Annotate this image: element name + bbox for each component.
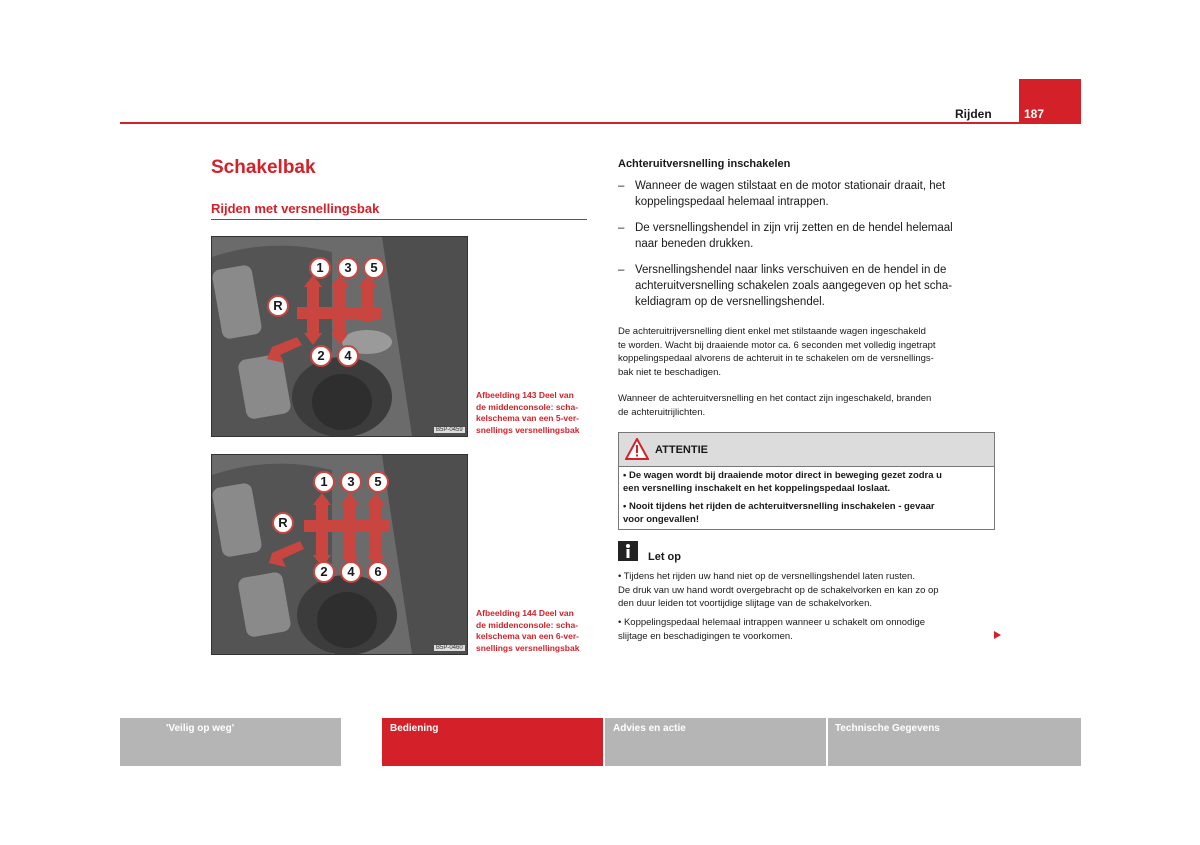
step-dash: – (618, 180, 625, 192)
caption-line: Afbeelding 143 Deel van (476, 390, 574, 400)
warning-line: • Nooit tijdens het rijden de achteruitversnelling inschakelen - gevaar (623, 501, 935, 512)
section-title: Rijden (955, 107, 992, 121)
figure-6-speed-shift-pattern (211, 454, 468, 655)
figure-5-speed-shift-pattern (211, 236, 468, 437)
step-line: achteruitversnelling schakelen zoals aangegeven op het scha- (635, 280, 953, 292)
header-rule (120, 122, 1020, 124)
gear-3-label: 3 (340, 471, 362, 493)
warning-title: ATTENTIE (655, 444, 708, 456)
continue-arrow-icon (994, 631, 1001, 639)
gear-4-label: 4 (340, 561, 362, 583)
paragraph-line: te worden. Wacht bij draaiende motor ca. 6 seconden met volledig ingetrapt (618, 339, 936, 351)
gear-6-label: 6 (367, 561, 389, 583)
note-line: • Tijdens het rijden uw hand niet op de versnellingshendel laten rusten. (618, 571, 915, 582)
figure-code: B5P-0460 (436, 645, 463, 651)
gear-2-label: 2 (310, 345, 332, 367)
note-line: De druk van uw hand wordt overgebracht op de schakelvorken en kan zo op (618, 584, 939, 596)
tab-technische-gegevens[interactable] (828, 718, 1081, 766)
note-line: • Koppelingspedaal helemaal intrappen wanneer u schakelt om onnodige (618, 617, 926, 628)
warning-line: een versnelling inschakelt en het koppelingspedaal loslaat. (623, 483, 891, 494)
warning-header (619, 433, 994, 467)
figure-caption (476, 390, 590, 436)
section-subtitle: Rijden met versnellingsbak (211, 201, 380, 216)
tab-advies-en-actie[interactable] (605, 718, 826, 766)
caption-line: kelschema van een 6-ver- (476, 631, 580, 641)
procedure-step (618, 178, 988, 210)
note-item (618, 616, 990, 643)
paragraph-line: bak niet te beschadigen. (618, 366, 721, 378)
tab-label: Technische Gegevens (835, 723, 940, 734)
caption-line: de middenconsole: scha- (476, 619, 579, 630)
procedure-step (618, 220, 988, 252)
step-line: naar beneden drukken. (635, 238, 754, 250)
procedure-heading: Achteruitversnelling inschakelen (618, 158, 791, 170)
warning-box (618, 432, 995, 530)
caption-line: Afbeelding 144 Deel van (476, 608, 574, 618)
step-line: Versnellingshendel naar links verschuiven en de hendel in de (635, 264, 947, 276)
body-paragraph (618, 392, 990, 419)
paragraph-line: de achteruitrijlichten. (618, 406, 706, 418)
gear-5-label: 5 (363, 257, 385, 279)
note-line: den duur leiden tot voortijdige slijtage van de schakelvorken. (618, 598, 873, 609)
note-title: Let op (648, 551, 681, 563)
caption-line: snellings versnellingsbak (476, 642, 580, 653)
gear-1-label: 1 (313, 471, 335, 493)
procedure-step (618, 262, 988, 310)
subtitle-rule (211, 219, 587, 220)
gear-4-label: 4 (337, 345, 359, 367)
gear-1-label: 1 (309, 257, 331, 279)
gear-reverse-label: R (267, 295, 289, 317)
note-item (618, 570, 990, 611)
caption-line: kelschema van een 5-ver- (476, 413, 580, 423)
gear-3-label: 3 (337, 257, 359, 279)
step-dash: – (618, 264, 625, 276)
body-paragraph (618, 325, 990, 379)
caption-line: de middenconsole: scha- (476, 401, 579, 412)
step-line: De versnellingshendel in zijn vrij zetten en de hendel helemaal (635, 222, 953, 234)
paragraph-line: koppelingspedaal alvorens de achteruit in te schakelen om de versnellings- (618, 353, 934, 364)
step-line: koppelingspedaal helemaal intrappen. (635, 196, 829, 208)
warning-triangle-icon (625, 438, 649, 460)
step-line: keldiagram op de versnellingshendel. (635, 296, 825, 308)
gear-reverse-label: R (272, 512, 294, 534)
page-number: 187 (1024, 107, 1045, 121)
note-line: slijtage en beschadigingen te voorkomen. (618, 630, 793, 642)
warning-line: • De wagen wordt bij draaiende motor direct in beweging gezet zodra u (623, 470, 942, 481)
warning-line: voor ongevallen! (623, 514, 700, 525)
page-title: Schakelbak (211, 157, 316, 178)
step-line: Wanneer de wagen stilstaat en de motor stationair draait, het (635, 180, 946, 192)
paragraph-line: Wanneer de achteruitversnelling en het contact zijn ingeschakeld, branden (618, 393, 932, 404)
caption-line: snellings versnellingsbak (476, 424, 580, 435)
figure-code: B5P-0459 (436, 427, 463, 433)
tab-label: Advies en actie (613, 723, 686, 734)
gear-2-label: 2 (313, 561, 335, 583)
paragraph-line: De achteruitrijversnelling dient enkel met stilstaande wagen ingeschakeld (618, 326, 926, 337)
tab-label: 'Veilig op weg' (166, 723, 235, 734)
tab-veilig-op-weg[interactable] (120, 718, 341, 766)
warning-item (623, 500, 989, 526)
tab-bediening[interactable] (382, 718, 603, 766)
gear-5-label: 5 (367, 471, 389, 493)
tab-label: Bediening (390, 723, 439, 734)
info-icon (618, 541, 638, 561)
step-dash: – (618, 222, 625, 234)
figure-caption (476, 608, 590, 654)
warning-item (623, 469, 989, 495)
